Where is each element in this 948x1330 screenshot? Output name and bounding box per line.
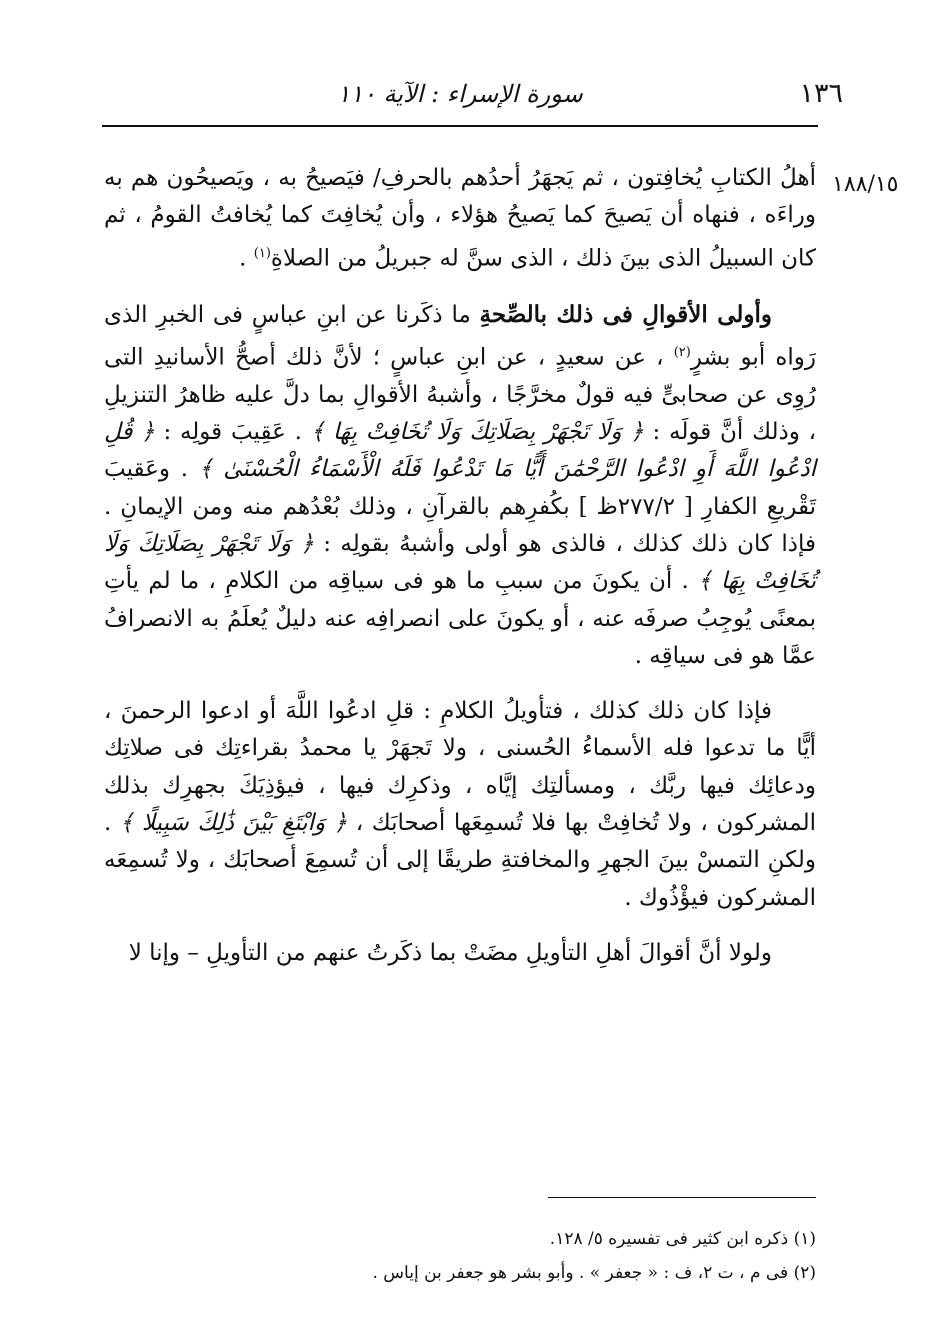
margin-reference: ١٨٨/١٥ [832, 172, 899, 197]
paragraph-2-lead: وأولى الأقوالِ فى ذلك بالصِّحةِ [479, 300, 772, 328]
paragraph-2-part-d: . وعَقيبَ تَقْريعِ الكفارِ [ ٢٧٧/٢ظ ] بكُفرِهم بالقرآنِ ، وذلك بُعْدُهم منه ومن الإيمانِ . فإذا كان ذلك كذلك ، فالذى هو أولى وأشبهُ بقولِه : [104, 456, 817, 557]
paragraph-4: ولولا أنَّ أقوالَ أهلِ التأويلِ مضَتْ بما ذكَرتُ عنهم من التأويلِ – وإنا لا [128, 939, 772, 966]
quran-quote-2: ﴿ قُلِ ادْعُوا اللَّهَ أَوِ ادْعُوا الرَّحْمَٰنَ أَيًّا مَا تَدْعُوا فَلَهُ الْأَسْمَاءُ الْحُسْنَىٰ ﴾ [104, 419, 816, 483]
running-title: سورة الإسراء : الآية ١١٠ [337, 80, 583, 108]
paragraph-2-part-e: . أن يكونَ من سببِ ما هو فى سياقِه من الكلامِ ، ما لم يأتِ بمعنًى يُوجِبُ صرفَه عنه ، أو يكونَ على انصرافِه عنه دليلٌ يُعلَمُ به الانصرافُ عمَّا هو فى سياقِه . [104, 568, 816, 669]
quran-quote-3: ﴿ وَلَا تَجْهَرْ بِصَلَاتِكَ وَلَا تُخَافِتْ بِهَا ﴾ [104, 530, 816, 595]
paragraph-3-part-a: فإذا كان ذلك كذلك ، فتأويلُ الكلامِ : قلِ ادعُوا اللَّهَ أو ادعوا الرحمنَ ، أيًّا ما تدعوا فله الأسماءُ الحُسنى ، ولا تَجهَرْ يا محمدُ بقراءتِك فى صلاتِك ودعائِك فيها ربَّك ، ومسألتِك إيَّاه ، وذكرِك فيها ، فيؤذِيَكَ بجهرِك بذلك المشركون ، ولا تُخافِتْ بها فلا تُسمِعَها أصحابَك ، [104, 698, 817, 837]
paragraph-1-text: أهلُ الكتابِ يُخافِتون ، ثم يَجهَرُ أحدُهم بالحرفِ/ فيَصيحُ به ، ويَصيحُون هم به وراءَه ، فنهاه أن يَصيحَ كما يَصيحُ هؤلاء ، وأن يُخافِتَ كما يُخافتُ القومُ ، ثم كان السبيلُ الذى بينَ ذلك ، الذى سنَّ له جبريلُ من الصلاةِ [104, 165, 816, 272]
paragraph-1-end: . [239, 245, 254, 272]
page-number: ١٣٦ [799, 78, 843, 109]
paragraph-3 [104, 693, 816, 917]
paragraph-2 [104, 296, 816, 676]
quran-quote-1: ﴿ وَلَا تَجْهَرْ بِصَلَاتِكَ وَلَا تُخَافِتْ بِهَا ﴾ [310, 419, 644, 446]
paragraph-2-part-c: . عَقِيبَ قولِه : [154, 419, 311, 446]
footnotes [104, 1222, 816, 1290]
paragraph-2-part-b: ، عن سعيدٍ ، عن ابنِ عباسٍ ؛ لأنَّ ذلك أصحُّ الأسانيدِ التى رُوِى عن صحابىٍّ فيه قولٌ مخرَّجًا ، وأشبهُ الأقوالِ بما دلَّ عليه ظاهرُ التنزيلِ ، وذلك أنَّ قولَه : [104, 344, 816, 446]
footnote-1: (١) ذكره ابن كثير فى تفسيره ٥/ ١٢٨. [549, 1229, 816, 1249]
footnote-2: (٢) فى م ، ت ٢، ف : « جعفر » . وأبو بشر هو جعفر بن إياس . [372, 1263, 816, 1283]
quran-quote-4: ﴿ وَابْتَغِ بَيْنَ ذَٰلِكَ سَبِيلًا ﴾ [119, 810, 348, 837]
footnote-marker-2: (٢) [673, 344, 691, 360]
paragraph-1 [104, 160, 816, 278]
footnote-marker-1: (١) [253, 245, 271, 261]
footnote-rule [548, 1197, 816, 1198]
body-text [104, 160, 816, 990]
header-rule [102, 125, 818, 127]
paragraph-3-part-b: . ولكنِ التمسْ بينَ الجهرِ والمخافتةِ طريقًا إلى أن تُسمِعَ أصحابَك ، ولا تُسمِعَه المشركون فيؤْذُوك . [104, 810, 816, 911]
paragraph-2-part-a: ما ذكَرنا عن ابنِ عباسٍ فى الخبرِ الذى رَواه أبو بشرٍ [104, 301, 816, 371]
